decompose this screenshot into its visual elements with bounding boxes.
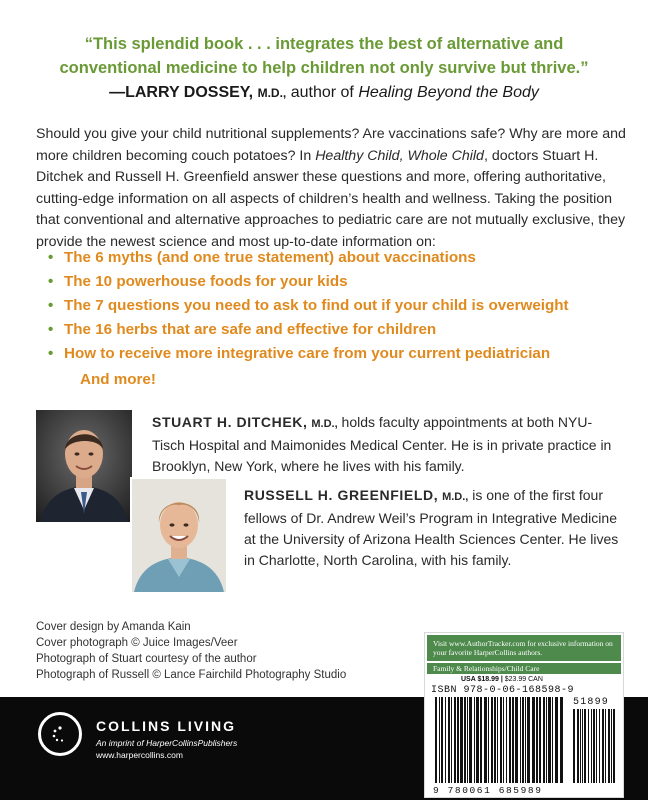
barcode-addon-bar [584, 709, 586, 783]
quote-line-1: “This splendid book . . . integrates the best of alternative and [84, 35, 564, 53]
bio-degree: M.D., [311, 418, 338, 430]
barcode-addon-bar [573, 709, 575, 783]
barcode-addon-bar [588, 709, 589, 783]
list-item: • The 10 powerhouse foods for your kids [64, 270, 634, 294]
barcode-bar [439, 697, 440, 783]
barcode-addon-bar [602, 709, 604, 783]
barcode-bar [435, 697, 437, 783]
barcode-bar [522, 697, 524, 783]
publisher-imprint: An imprint of HarperCollinsPublishers [96, 738, 238, 748]
publisher-website: www.harpercollins.com [96, 750, 183, 760]
barcode-bar [548, 697, 551, 783]
credit-line: Photograph of Stuart courtesy of the author [36, 653, 257, 665]
barcode-bar [500, 697, 502, 783]
barcode-addon-bar [577, 709, 579, 783]
barcode-addon-bar [591, 709, 592, 783]
barcode-bar [454, 697, 456, 783]
barcode-bar [527, 697, 530, 783]
barcode-addon-bar [596, 709, 597, 783]
barcode-addon-bar [605, 709, 606, 783]
bio-text: holds faculty appointments at both NYU-Tisch Hospital and Maimonides Medical Center. He is in private practice in Brooklyn, New York, where he lives with his family. [152, 414, 612, 474]
bullet-dot-icon: • [48, 297, 54, 314]
attribution-author-of: author of [290, 84, 354, 101]
barcode-bar [464, 697, 466, 783]
barcode-bar [503, 697, 504, 783]
barcode-bar [448, 697, 450, 783]
list-item: • The 6 myths (and one true statement) about vaccinations [64, 246, 634, 270]
barcode-box [424, 632, 624, 798]
description-paragraph [36, 124, 626, 253]
barcode-addon-bar [611, 709, 612, 783]
barcode-bar [451, 697, 452, 783]
description-part-1: Should you give your child nutritional supplements? Are vaccinations safe? Why are more and more children becoming couch potatoes? In [36, 126, 626, 164]
credits [36, 619, 346, 683]
attribution-name: —LARRY DOSSEY, [109, 84, 254, 101]
barcode-bar [480, 697, 482, 783]
bullet-dot-icon: • [48, 273, 54, 290]
price-ca: $23.99 CAN [504, 676, 543, 683]
credit-line: Photograph of Russell © Lance Fairchild Photography Studio [36, 669, 347, 681]
isbn-text: ISBN 978-0-06-168598-9 [431, 685, 575, 696]
bio-russell [244, 485, 624, 571]
barcode-bar [525, 697, 526, 783]
barcode-bar [497, 697, 498, 783]
barcode-addon-bar [608, 709, 610, 783]
book-title: Healthy Child, Whole Child [315, 147, 484, 164]
barcode-bar [457, 697, 459, 783]
barcode-bar [539, 697, 541, 783]
barcode-bar [543, 697, 545, 783]
author-photo-russell [130, 477, 228, 594]
portrait-russell-image [132, 479, 226, 592]
bio-text: is one of the first four fellows of Dr. Andrew Weil’s Program in Integrative Medicine at the University of Arizona Health Sciences Center. He lives in Charlotte, North Carolina, with his family. [244, 487, 619, 568]
barcode-bar [474, 697, 475, 783]
barcode-addon-bar [580, 709, 581, 783]
collins-logo-dots-icon [52, 726, 68, 742]
barcode-bar [445, 697, 446, 783]
barcode-addon-bar [593, 709, 595, 783]
barcode-bar [532, 697, 535, 783]
barcode-bar [488, 697, 489, 783]
barcode-bar [560, 697, 563, 783]
barcode-bar [555, 697, 558, 783]
price-us: USA $18.99 [461, 676, 499, 683]
bio-degree: M.D., [442, 491, 469, 503]
barcode-bar [506, 697, 507, 783]
list-item: • How to receive more integrative care from your current pediatrician [64, 342, 634, 366]
barcode-bar [491, 697, 493, 783]
credit-line: Cover photograph © Juice Images/Veer [36, 637, 238, 649]
barcode-bar [509, 697, 511, 783]
portrait-stuart-image [36, 410, 132, 522]
barcode-bar [512, 697, 514, 783]
barcode-bar [484, 697, 487, 783]
publisher-brand: COLLINS LIVING [96, 718, 236, 734]
list-item: • The 16 herbs that are safe and effective for children [64, 318, 634, 342]
category-banner: Family & Relationships/Child Care [427, 663, 621, 674]
barcode-bar [460, 697, 463, 783]
barcode-image [431, 697, 619, 783]
barcode-addon-bar [613, 709, 615, 783]
endorsement-quote [40, 32, 608, 80]
barcode-bar [469, 697, 472, 783]
quote-attribution [40, 84, 608, 102]
and-more: And more! [80, 371, 156, 388]
barcode-bar [467, 697, 468, 783]
barcode-addon-bar [582, 709, 583, 783]
description-part-2: , doctors Stuart H. Ditchek and Russell H. Greenfield answer these questions and more, offering authoritative, cutting-edge information on all aspects of children’s health and wellness. Taking the position that conventional and alternative approaches to pediatric care are not mutually exclusive, they provide the newest science and most up-to-date information on: [36, 147, 626, 250]
bullet-dot-icon: • [48, 321, 54, 338]
price-line: USA $18.99 | $23.99 CAN [461, 676, 543, 683]
barcode-bar [441, 697, 443, 783]
attribution-degree: M.D., [257, 86, 287, 100]
barcode-bar [494, 697, 496, 783]
barcode-number: 9 780061 685989 [433, 785, 543, 796]
author-tracker-banner: Visit www.AuthorTracker.com for exclusive information on your favorite HarperCollins authors. [427, 635, 621, 661]
barcode-addon: 51899 [573, 697, 610, 708]
bio-name: RUSSELL H. GREENFIELD, [244, 487, 439, 503]
credit-line: Cover design by Amanda Kain [36, 621, 191, 633]
barcode-bar [476, 697, 479, 783]
quote-line-2: conventional medicine to help children not only survive but thrive.” [59, 59, 589, 77]
list-item: • The 7 questions you need to ask to find out if your child is overweight [64, 294, 634, 318]
bio-name: STUART H. DITCHEK, [152, 414, 308, 430]
barcode-addon-bar [599, 709, 600, 783]
barcode-bar [552, 697, 553, 783]
barcode-bar [536, 697, 538, 783]
feature-list [48, 246, 634, 366]
barcode-bar [546, 697, 547, 783]
bullet-dot-icon: • [48, 249, 54, 266]
author-photo-stuart [36, 410, 132, 522]
barcode-bar [520, 697, 521, 783]
bullet-dot-icon: • [48, 345, 54, 362]
bio-stuart [152, 412, 622, 477]
barcode-bar [515, 697, 518, 783]
attribution-book-title: Healing Beyond the Body [358, 84, 539, 101]
